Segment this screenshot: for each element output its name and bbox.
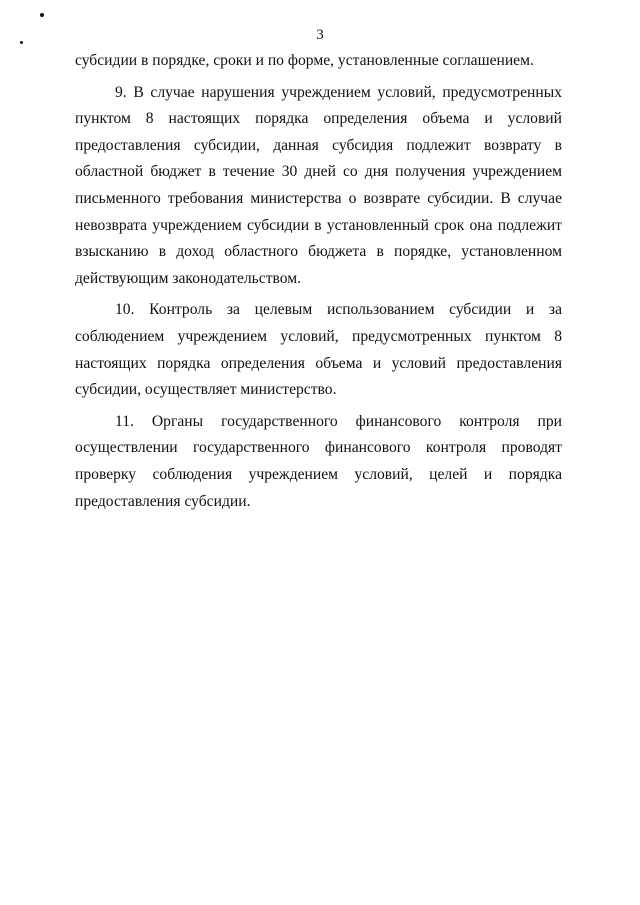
scan-speck (40, 13, 44, 17)
document-body (75, 48, 562, 515)
paragraph-10: 10. Контроль за целевым использованием субсидии и за соблюдением учреждением условий, предусмотренных пунктом 8 настоящих порядка определения объема и условий предоставления субсидии, осуществляет министерство. (75, 301, 562, 399)
page-number: 3 (316, 27, 324, 43)
paragraph-9: 9. В случае нарушения учреждением условий, предусмотренных пунктом 8 настоящих порядка определения объема и условий предоставления субсидии, данная субсидия подлежит возврату в областной бюджет в течение 30 дней со дня получения учреждением письменного требования министерства о возврате субсидии. В случае невозврата учреждением субсидии в установленный срок она подлежит взысканию в доход областного бюджета в порядке, установленном действующим законодательством. (75, 83, 562, 287)
paragraph-11: 11. Органы государственного финансового контроля при осуществлении государственного финансового контроля проводят проверку соблюдения учреждением условий, целей и порядка предоставления субсидии. (75, 412, 562, 510)
paragraph-continuation: субсидии в порядке, сроки и по форме, установленные соглашением. (75, 52, 534, 69)
